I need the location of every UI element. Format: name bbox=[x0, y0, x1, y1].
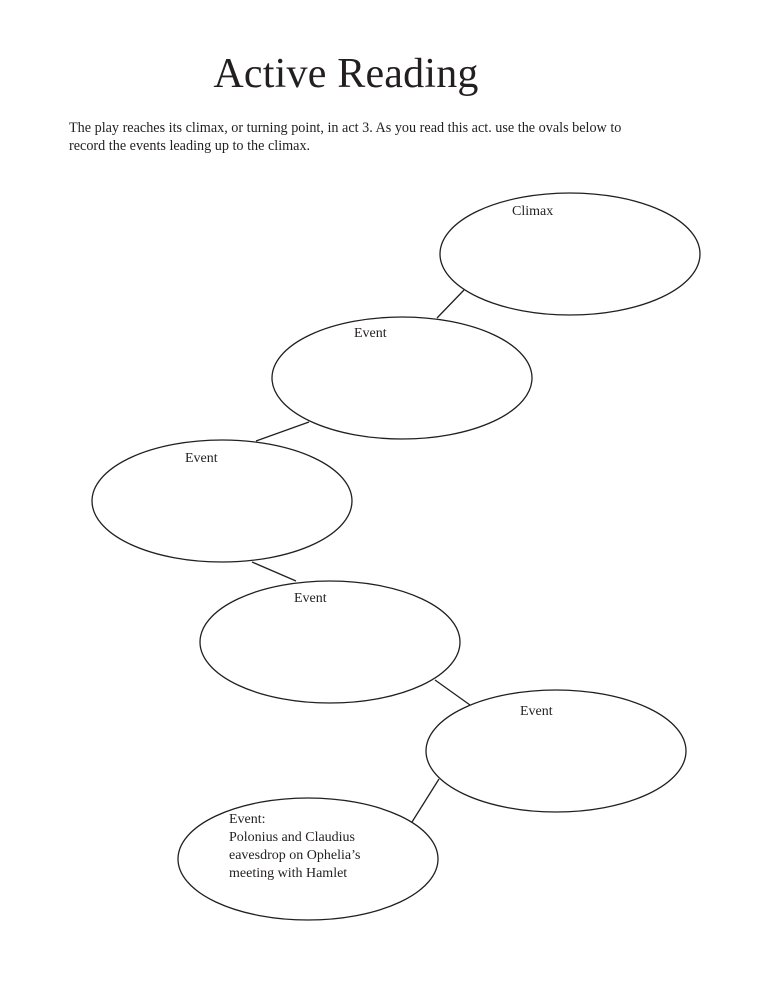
page-title: Active Reading bbox=[213, 51, 479, 97]
event-1-line-2: eavesdrop on Ophelia’s bbox=[229, 848, 361, 863]
connector-event-2-to-event-1 bbox=[412, 779, 439, 822]
event-oval-3[interactable] bbox=[200, 581, 460, 703]
climax-label: Climax bbox=[512, 204, 554, 219]
event-1-label: Event: bbox=[229, 812, 266, 827]
event-1-text bbox=[229, 811, 399, 883]
event-label-5: Event bbox=[354, 326, 387, 341]
event-1-line-3: meeting with Hamlet bbox=[229, 866, 348, 881]
event-oval-2[interactable] bbox=[426, 690, 686, 812]
event-label-4: Event bbox=[185, 451, 218, 466]
event-label-3: Event bbox=[294, 591, 327, 606]
connector-event-5-to-event-4 bbox=[256, 422, 309, 441]
event-label-2: Event bbox=[520, 704, 553, 719]
event-oval-5[interactable] bbox=[272, 317, 532, 439]
connector-event-4-to-event-3 bbox=[252, 562, 296, 581]
connector-event-3-to-event-2 bbox=[435, 680, 470, 705]
event-oval-4[interactable] bbox=[92, 440, 352, 562]
instructions-line-2: record the events leading up to the climax. bbox=[69, 138, 311, 154]
climax-oval[interactable] bbox=[440, 193, 700, 315]
connector-climax-to-event-5 bbox=[437, 290, 464, 318]
instructions-line-1: The play reaches its climax, or turning point, in act 3. As you read this act. use the ovals below to bbox=[69, 120, 622, 136]
event-1-line-1: Polonius and Claudius bbox=[229, 830, 356, 845]
